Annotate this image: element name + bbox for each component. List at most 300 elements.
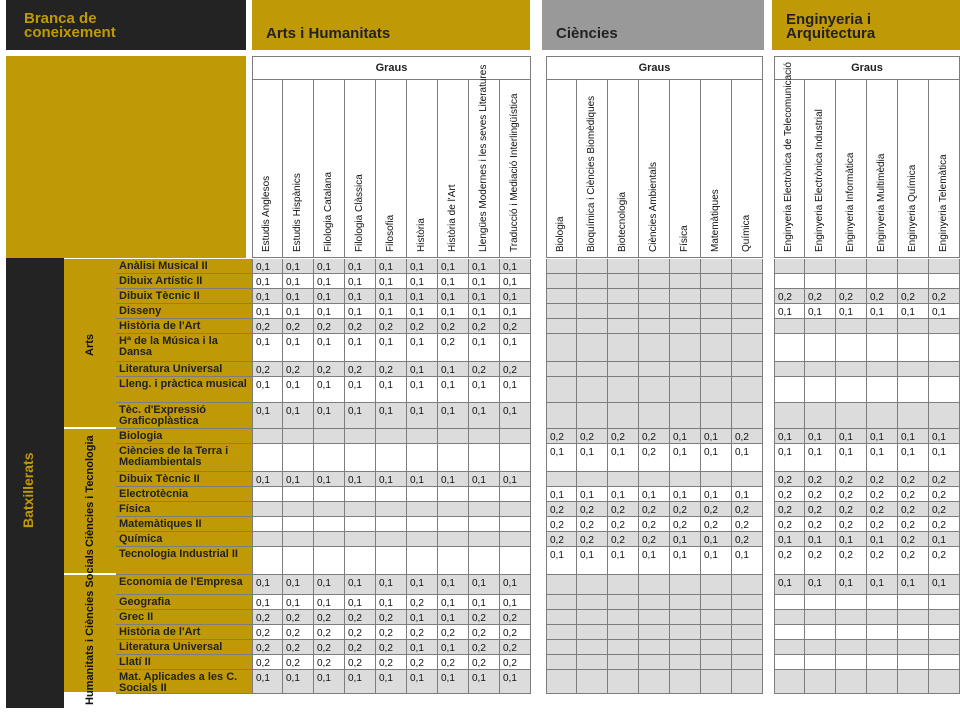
score-cell: 0,2 [314,319,345,334]
score-cell: 0,1 [252,304,283,319]
score-cell [577,595,608,610]
score-cell [546,403,577,429]
score-cell: 0,1 [701,547,732,575]
score-cell [670,403,701,429]
score-cell: 0,1 [500,289,531,304]
score-cell: 0,1 [314,472,345,487]
score-cell [774,655,805,670]
score-cell: 0,1 [314,304,345,319]
score-cell: 0,2 [639,429,670,444]
score-cell: 0,1 [805,429,836,444]
score-cell: 0,1 [639,487,670,502]
score-cell [867,377,898,403]
score-cell [732,377,763,403]
score-cell: 0,1 [608,487,639,502]
subject-label: Anàlisi Musical II [116,259,252,274]
score-cell [732,403,763,429]
score-cell: 0,2 [546,429,577,444]
score-cell: 0,2 [500,655,531,670]
score-cell: 0,2 [639,444,670,472]
score-cell: 0,1 [670,532,701,547]
score-cell: 0,1 [407,377,438,403]
score-cell: 0,1 [867,532,898,547]
score-cell [283,532,314,547]
score-cell [376,444,407,472]
score-cell: 0,1 [639,547,670,575]
score-cell: 0,2 [805,289,836,304]
score-cell: 0,1 [500,259,531,274]
score-cell: 0,1 [314,403,345,429]
score-cell [438,532,469,547]
score-cell [345,547,376,575]
score-cell: 0,2 [898,532,929,547]
score-cell: 0,1 [469,334,500,362]
score-cell: 0,1 [345,304,376,319]
score-cell [867,640,898,655]
score-cell [732,472,763,487]
score-cell [608,595,639,610]
score-cell: 0,1 [546,547,577,575]
degree-name: Estudis Hispànics [292,173,303,252]
degree-name: Enginyeria Telemàtica [938,154,949,252]
score-cell: 0,1 [283,403,314,429]
score-cell [898,334,929,362]
score-cell [376,517,407,532]
batxillerats-bar [6,258,64,708]
score-cell: 0,2 [469,362,500,377]
score-cell: 0,1 [732,487,763,502]
score-cell: 0,1 [407,362,438,377]
score-cell: 0,1 [438,304,469,319]
score-cell [639,610,670,625]
score-cell: 0,2 [345,362,376,377]
score-cell [577,334,608,362]
score-cell: 0,2 [608,502,639,517]
branch-header [6,0,246,50]
score-cell: 0,1 [546,487,577,502]
score-cell: 0,2 [546,502,577,517]
score-cell [732,610,763,625]
score-cell: 0,1 [345,274,376,289]
score-cell [867,403,898,429]
score-cell: 0,1 [670,429,701,444]
score-cell [670,304,701,319]
score-cell [805,362,836,377]
score-cell: 0,2 [469,655,500,670]
score-cell [805,319,836,334]
score-cell [438,547,469,575]
score-cell: 0,1 [252,289,283,304]
score-cell [929,610,960,625]
score-cell [469,429,500,444]
subject-label: Matemàtiques II [116,517,252,532]
score-cell [732,595,763,610]
score-cell [701,670,732,694]
score-cell: 0,2 [314,610,345,625]
score-cell [252,429,283,444]
score-cell: 0,1 [345,575,376,595]
score-cell [577,377,608,403]
score-cell [639,259,670,274]
group-title-arts: Arts i Humanitats [266,25,391,42]
score-cell [500,502,531,517]
score-cell: 0,1 [438,289,469,304]
score-cell: 0,1 [438,377,469,403]
score-cell [376,502,407,517]
score-cell [670,575,701,595]
score-cell [836,595,867,610]
score-cell: 0,1 [701,487,732,502]
degree-name: Història [416,218,427,252]
score-cell [701,377,732,403]
score-cell: 0,2 [929,487,960,502]
degree-name: Filosofia [385,214,396,252]
score-cell [929,655,960,670]
score-cell [639,670,670,694]
score-cell [314,487,345,502]
score-cell: 0,1 [774,429,805,444]
score-cell: 0,1 [500,274,531,289]
score-cell [701,472,732,487]
score-cell: 0,1 [345,334,376,362]
score-cell [608,377,639,403]
score-cell: 0,2 [929,517,960,532]
score-cell [283,502,314,517]
score-cell [701,274,732,289]
score-cell: 0,1 [469,289,500,304]
score-cell [577,403,608,429]
score-cell: 0,2 [867,487,898,502]
score-cell [314,429,345,444]
degree-name: Matemàtiques [710,189,721,252]
score-cell: 0,1 [376,575,407,595]
score-cell [701,640,732,655]
score-cell: 0,1 [500,575,531,595]
score-cell [546,274,577,289]
score-cell [732,319,763,334]
score-cell [898,625,929,640]
score-cell: 0,2 [314,625,345,640]
degree-name: Química [741,214,752,252]
score-cell [867,655,898,670]
score-cell [670,319,701,334]
score-cell: 0,2 [774,289,805,304]
score-cell [546,640,577,655]
score-cell [867,259,898,274]
score-cell [577,362,608,377]
score-cell: 0,1 [252,259,283,274]
score-cell [929,362,960,377]
score-cell: 0,2 [376,625,407,640]
score-cell: 0,1 [898,429,929,444]
score-cell [929,625,960,640]
score-cell [469,444,500,472]
score-cell: 0,2 [774,517,805,532]
score-cell: 0,1 [500,334,531,362]
score-cell [438,517,469,532]
score-cell: 0,1 [376,334,407,362]
score-cell: 0,2 [701,502,732,517]
subject-label: Tecnologia Industrial II [116,547,252,575]
score-cell [608,625,639,640]
score-cell [469,517,500,532]
score-cell [732,625,763,640]
score-cell [639,362,670,377]
score-cell [639,377,670,403]
score-cell: 0,1 [345,472,376,487]
score-cell: 0,1 [314,259,345,274]
score-cell: 0,1 [836,444,867,472]
score-cell [546,259,577,274]
score-cell [670,334,701,362]
score-cell [577,640,608,655]
score-cell: 0,1 [774,575,805,595]
score-cell [469,502,500,517]
score-cell [774,334,805,362]
score-cell: 0,1 [283,575,314,595]
score-cell [283,429,314,444]
score-cell: 0,2 [500,319,531,334]
score-cell: 0,2 [438,655,469,670]
score-cell: 0,2 [345,610,376,625]
score-cell: 0,2 [774,487,805,502]
score-cell: 0,1 [929,429,960,444]
score-cell: 0,1 [407,472,438,487]
score-cell: 0,1 [929,575,960,595]
score-cell [407,429,438,444]
score-cell: 0,1 [670,487,701,502]
subject-label: Economia de l'Empresa [116,575,252,595]
score-cell [345,444,376,472]
score-cell: 0,1 [314,289,345,304]
score-cell: 0,1 [376,595,407,610]
score-cell [898,259,929,274]
score-cell: 0,1 [407,304,438,319]
group-title-enginyeria: Enginyeria i Arquitectura [786,11,876,42]
score-cell [701,625,732,640]
subject-label: Tèc. d'Expressió Graficoplàstica [116,403,252,429]
score-cell: 0,2 [252,610,283,625]
batxillerats-label: Batxillerats [20,452,36,528]
score-cell [732,259,763,274]
score-cell: 0,2 [500,362,531,377]
score-cell [670,595,701,610]
score-cell: 0,1 [670,547,701,575]
subject-label: Química [116,532,252,547]
score-cell: 0,2 [376,640,407,655]
score-cell: 0,1 [407,670,438,694]
score-cell [701,610,732,625]
degree-name: Biotecnologia [617,191,628,252]
score-cell: 0,1 [407,403,438,429]
degree-name: Física [679,225,690,252]
score-cell [898,274,929,289]
score-cell: 0,2 [283,319,314,334]
score-cell: 0,2 [376,655,407,670]
score-cell: 0,2 [376,362,407,377]
score-cell: 0,1 [376,289,407,304]
score-cell [639,625,670,640]
score-cell [500,547,531,575]
score-cell: 0,1 [376,259,407,274]
group-header-arts [252,0,530,50]
group-header-ciencies [542,0,764,50]
score-cell: 0,1 [252,403,283,429]
score-cell: 0,1 [438,610,469,625]
score-cell: 0,2 [407,655,438,670]
score-cell: 0,1 [469,575,500,595]
score-cell [836,259,867,274]
score-cell [805,334,836,362]
score-cell: 0,2 [732,429,763,444]
score-cell [929,670,960,694]
score-cell [546,625,577,640]
subject-label: Literatura Universal [116,362,252,377]
score-cell [438,502,469,517]
score-cell: 0,2 [252,655,283,670]
score-cell [608,670,639,694]
score-cell [805,274,836,289]
score-cell: 0,1 [732,547,763,575]
score-cell: 0,2 [345,625,376,640]
score-cell [500,517,531,532]
score-cell: 0,2 [577,532,608,547]
score-cell [283,487,314,502]
graus-label: Graus [375,62,408,74]
score-cell: 0,1 [469,259,500,274]
score-cell: 0,1 [670,444,701,472]
score-cell [929,377,960,403]
score-cell: 0,1 [438,575,469,595]
score-cell: 0,1 [283,472,314,487]
score-cell [546,575,577,595]
score-cell: 0,2 [283,362,314,377]
score-cell: 0,1 [376,304,407,319]
score-cell [608,319,639,334]
subject-label: Dibuix Tècnic II [116,289,252,304]
score-cell [252,444,283,472]
score-cell: 0,1 [407,259,438,274]
score-cell [345,532,376,547]
score-cell [670,625,701,640]
score-cell [608,610,639,625]
score-cell: 0,2 [283,640,314,655]
subject-label: Literatura Universal [116,640,252,655]
score-cell: 0,1 [314,670,345,694]
score-cell [670,274,701,289]
score-cell: 0,2 [407,319,438,334]
score-cell: 0,2 [407,595,438,610]
score-cell: 0,1 [252,274,283,289]
score-cell: 0,1 [252,472,283,487]
score-cell [407,444,438,472]
score-cell: 0,1 [283,274,314,289]
score-cell: 0,2 [577,429,608,444]
score-cell [774,595,805,610]
score-cell [732,289,763,304]
score-cell: 0,2 [608,532,639,547]
score-cell [407,517,438,532]
score-cell [929,403,960,429]
score-cell [898,403,929,429]
score-cell [252,517,283,532]
score-cell: 0,1 [376,377,407,403]
score-cell: 0,1 [438,472,469,487]
score-cell [546,595,577,610]
score-cell [836,625,867,640]
score-cell [898,362,929,377]
score-cell: 0,2 [898,547,929,575]
score-cell [898,595,929,610]
score-cell: 0,1 [867,575,898,595]
score-cell [805,640,836,655]
score-cell: 0,2 [774,547,805,575]
score-cell [469,532,500,547]
subject-label: Grec II [116,610,252,625]
score-cell [639,640,670,655]
score-cell [774,625,805,640]
score-cell [670,640,701,655]
score-cell: 0,2 [898,517,929,532]
score-cell [867,274,898,289]
score-cell: 0,2 [774,472,805,487]
degree-name: Estudis Anglesos [261,175,272,252]
score-cell [670,472,701,487]
score-cell [774,319,805,334]
score-cell [867,595,898,610]
score-cell: 0,2 [252,625,283,640]
score-cell [670,259,701,274]
score-cell: 0,2 [376,610,407,625]
subject-label: Dibuix Artístic II [116,274,252,289]
score-cell: 0,2 [867,547,898,575]
score-cell [774,640,805,655]
score-cell: 0,2 [639,532,670,547]
score-cell [867,362,898,377]
score-cell: 0,2 [283,625,314,640]
score-cell [500,487,531,502]
score-cell [283,547,314,575]
score-cell: 0,2 [867,502,898,517]
score-cell [639,274,670,289]
score-cell [898,670,929,694]
score-cell: 0,1 [345,259,376,274]
score-cell [805,670,836,694]
score-cell: 0,1 [283,259,314,274]
score-cell [701,334,732,362]
subject-label: Llatí II [116,655,252,670]
score-cell [577,319,608,334]
score-cell: 0,1 [469,274,500,289]
score-cell: 0,2 [252,319,283,334]
score-cell: 0,1 [577,487,608,502]
score-cell: 0,1 [898,304,929,319]
score-cell: 0,2 [732,502,763,517]
score-cell [577,670,608,694]
score-cell [836,362,867,377]
score-cell [252,532,283,547]
degree-name: Enginyeria Informàtica [845,152,856,252]
score-cell [407,502,438,517]
group-title-ciencies: Ciències [556,25,618,42]
score-cell: 0,2 [546,517,577,532]
score-cell: 0,1 [314,334,345,362]
score-cell: 0,2 [836,547,867,575]
score-cell [546,289,577,304]
score-cell [701,403,732,429]
score-cell [608,304,639,319]
score-cell [836,403,867,429]
